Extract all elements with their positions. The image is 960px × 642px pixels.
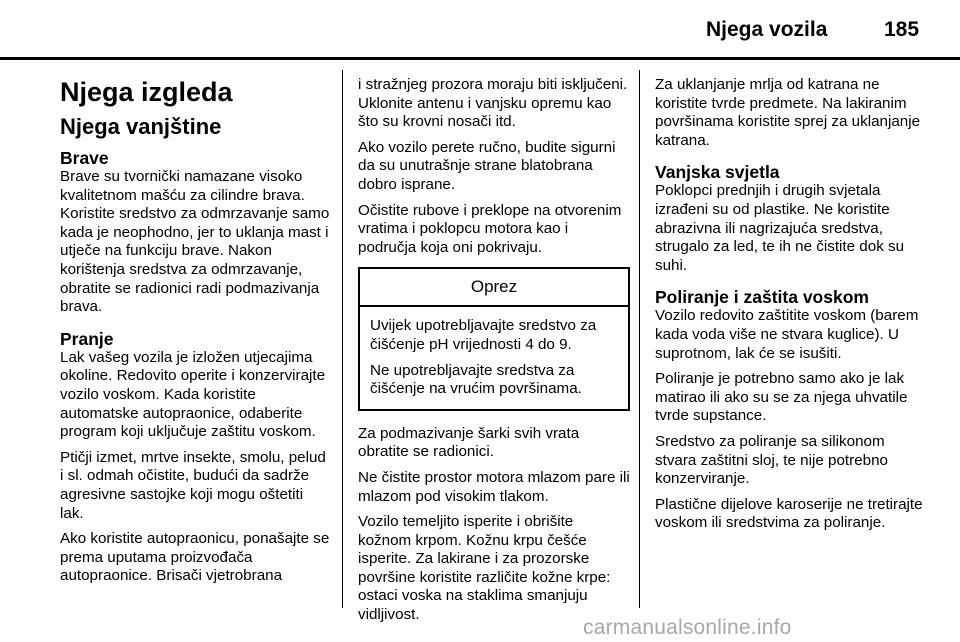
caution-title: Oprez	[470, 277, 518, 297]
paragraph: Poliranje je potrebno samo ako je lak matirao ili ako su se za njega uhvatile tvrde supstance.	[655, 370, 908, 425]
column-2	[358, 76, 630, 632]
column-1	[60, 76, 330, 598]
paragraph: Očistite rubove i preklope na otvorenim vratima i poklopcu motora kao i područja koja oni pokrivaju.	[358, 201, 622, 256]
section-heading: Njega vanjštine	[60, 114, 222, 139]
paragraph: Vozilo temeljito isperite i obrišite kožnom krpom. Kožnu krpu češće isperite. Za lakirane i za prozorske površine koristite različite kožne krpe: ostaci voska na staklima smanjuju vidljivost.	[358, 513, 611, 624]
column-3	[655, 76, 927, 545]
paragraph: Brave su tvornički namazane visoko kvalitetnom mašću za cilindre brava. Koristite sredstvo za odmrzavanje samo kada je neophodno, jer to uklanja mast i utječe na funkciju brave. Nakon korištenja sredstva za odmrzavanje, obratite se radionici radi podmazivanja brava.	[60, 168, 330, 316]
paragraph: Ne čistite prostor motora mlazom pare ili mlazom pod visokim tlakom.	[358, 468, 630, 505]
subsection-heading: Brave	[60, 148, 109, 168]
caution-body	[360, 307, 628, 408]
paragraph: Vozilo redovito zaštitite voskom (barem kada voda više ne stvara kuglice). U suprotnom, lak će se isušiti.	[655, 307, 919, 362]
section-brave	[60, 148, 330, 317]
section-pranje	[60, 329, 330, 586]
header-rule	[0, 57, 960, 60]
paragraph: Ptičji izmet, mrtve insekte, smolu, pelud i sl. odmah očistite, budući da sadrže agresivne sastojke koji mogu oštetiti lak.	[60, 448, 326, 522]
running-header-title: Njega vozila	[706, 18, 828, 41]
paragraph: Za uklanjanje mrlja od katrana ne koristite tvrde predmete. Na lakiranim površinama koristite sprej za uklanjanje katrana.	[655, 76, 921, 149]
paragraph: Poklopci prednjih i drugih svjetala izrađeni su od plastike. Ne koristite abrazivna ili nagrizajuća sredstva, strugalo za led, te ih ne čistite dok su suhi.	[655, 182, 905, 274]
caution-box	[358, 267, 630, 410]
watermark: carmanualsonline.info	[583, 616, 792, 639]
paragraph: Uvijek upotrebljavajte sredstvo za čišćenje pH vrijednosti 4 do 9.	[370, 317, 597, 353]
subsection-heading: Pranje	[60, 328, 114, 349]
column-divider-2	[639, 70, 640, 608]
paragraph: Ne upotrebljavajte sredstva za čišćenje na vrućim površinama.	[370, 361, 582, 398]
paragraph: Lak vašeg vozila je izložen utjecajima okoline. Redovito operite i konzervirajte vozilo voskom. Kada koristite automatske autopraonice, odaberite program koji uključuje zaštitu voskom.	[60, 348, 326, 441]
paragraph: Ako koristite autopraonicu, ponašajte se prema uputama proizvođača autopraonice. Brisači vjetrobrana	[60, 530, 330, 585]
paragraph: Sredstvo za poliranje sa silikonom stvara zaštitni sloj, te nije potrebno konzerviranje.	[655, 432, 888, 488]
section-vanjska-svjetla	[655, 162, 927, 275]
section-poliranje	[655, 287, 927, 533]
page-number: 185	[884, 18, 920, 41]
column-divider-1	[342, 70, 343, 608]
subsection-heading: Vanjska svjetla	[655, 162, 780, 183]
paragraph: Plastične dijelove karoserije ne tretirajte voskom ili sredstvima za poliranje.	[655, 495, 923, 532]
paragraph: Ako vozilo perete ručno, budite sigurni da su unutrašnje strane blatobrana dobro isprane.	[358, 138, 616, 193]
paragraph: Za podmazivanje šarki svih vrata obratite se radionici.	[358, 424, 580, 461]
paragraph: i stražnjeg prozora moraju biti isključeni. Uklonite antenu i vanjsku opremu kao što su krovni nosači itd.	[358, 76, 628, 131]
chapter-heading: Njega izgleda	[60, 77, 233, 107]
subsection-heading: Poliranje i zaštita voskom	[655, 287, 869, 308]
